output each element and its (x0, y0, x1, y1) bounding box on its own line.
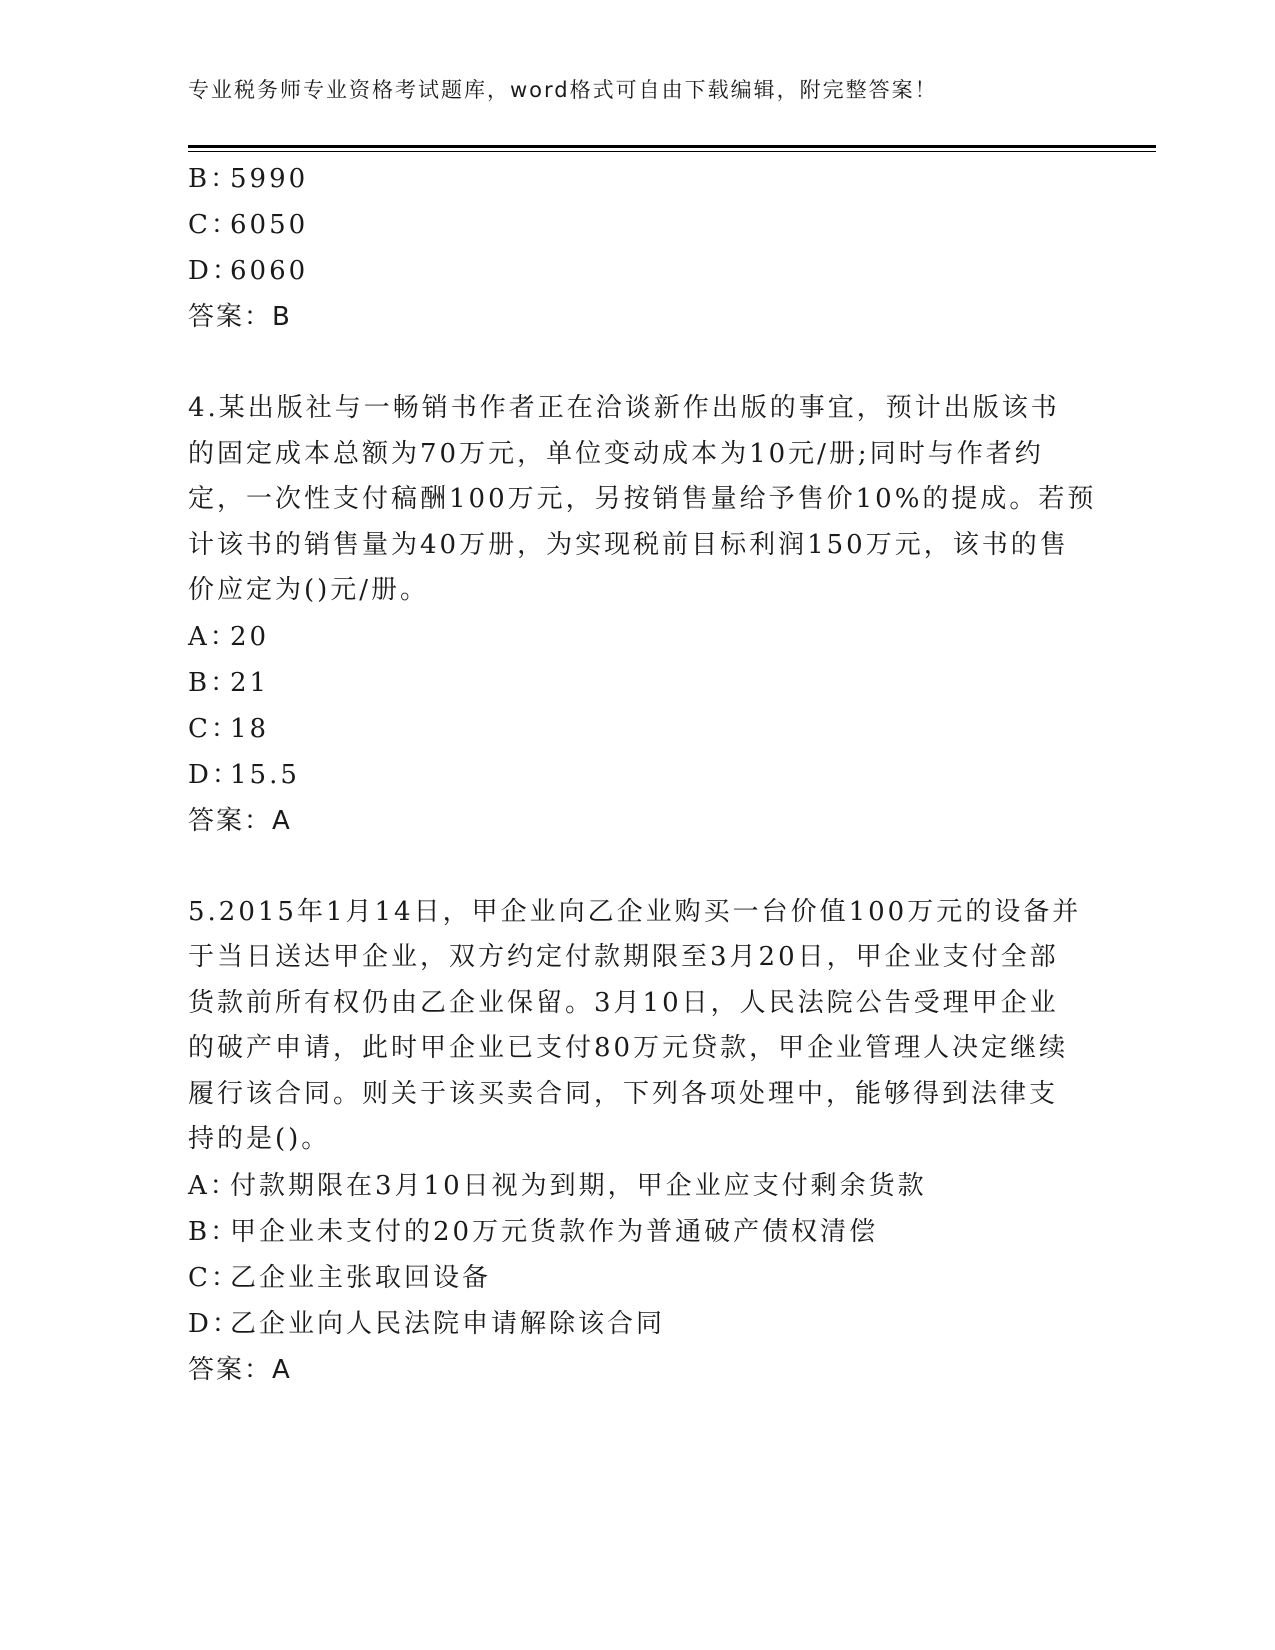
header-rule-thin (188, 151, 1156, 152)
question-line: 持的是()。 (188, 1124, 331, 1154)
question-3-options (188, 156, 1088, 294)
question-line: 货款前所有权仍由乙企业保留。3月10日，人民法院公告受理甲企业 (188, 987, 1059, 1018)
question-4-options (188, 614, 1088, 798)
question-line: 5.2015年1月14日，甲企业向乙企业购买一台价值100万元的设备并 (188, 896, 1082, 927)
question-line: 定，一次性支付稿酬100万元，另按销售量给予售价10%的提成。若预 (188, 484, 1097, 514)
question-line: 履行该合同。则关于该买卖合同，下列各项处理中，能够得到法律支 (188, 1078, 1059, 1109)
option-c: C：乙企业主张取回设备 (188, 1262, 492, 1293)
page-header: 专业税务师专业资格考试题库，word格式可自由下载编辑，附完整答案！ (188, 78, 938, 102)
option-c: C：18 (188, 713, 270, 744)
spacer (188, 844, 1088, 890)
option-b: B：甲企业未支付的20万元货款作为普通破产债权清偿 (188, 1216, 879, 1247)
option-d: D：乙企业向人民法院申请解除该合同 (188, 1308, 666, 1339)
option-b: B：21 (188, 667, 270, 698)
option-a: A：20 (188, 621, 270, 652)
question-line: 价应定为()元/册。 (188, 575, 430, 605)
option-a: A：付款期限在3月10日视为到期，甲企业应支付剩余货款 (188, 1170, 927, 1201)
spacer (188, 340, 1088, 386)
question-4-text (188, 386, 1097, 614)
header-rule-thick (188, 145, 1156, 148)
question-3-answer: 答案：B (188, 302, 292, 332)
question-line: 4.某出版社与一畅销书作者正在洽谈新作出版的事宜，预计出版该书 (188, 393, 1060, 423)
question-line: 的破产申请，此时甲企业已支付80万元贷款，甲企业管理人决定继续 (188, 1033, 1069, 1063)
question-line: 的固定成本总额为70万元，单位变动成本为10元/册;同时与作者约 (188, 438, 1044, 469)
question-4-answer: 答案：A (188, 805, 292, 836)
question-5-text (188, 890, 1088, 1163)
option-d: D：15.5 (188, 759, 300, 790)
question-5-answer: 答案：A (188, 1354, 292, 1385)
question-line: 计该书的销售量为40万册，为实现税前目标利润150万元，该书的售 (188, 529, 1069, 560)
question-5-options (188, 1163, 1088, 1347)
option-b: B：5990 (188, 164, 309, 194)
option-d: D：6060 (188, 256, 309, 286)
option-c: C：6050 (188, 210, 309, 240)
question-line: 于当日送达甲企业，双方约定付款期限至3月20日，甲企业支付全部 (188, 942, 1059, 972)
document-body (188, 156, 1097, 1393)
